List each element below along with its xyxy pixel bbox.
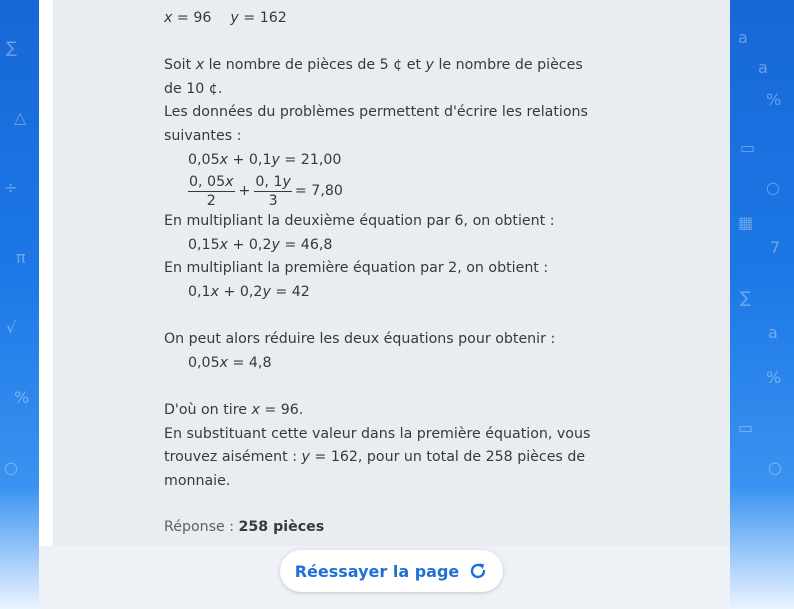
card-edge	[39, 0, 53, 546]
final-answer-value: 258 pièces	[238, 519, 325, 536]
deduce-x: D'où on tire x = 96.	[164, 401, 304, 418]
problem-intro: Soit x le nombre de pièces de 5 ¢ et y le nombre de pièces de 10 ¢.	[164, 57, 583, 97]
step-reduce: On peut alors réduire les deux équations pour obtenir :	[164, 331, 556, 348]
final-answer-label: Réponse :	[164, 519, 239, 536]
relations-intro: Les données du problèmes permettent d'écrire les relations suivantes :	[164, 104, 588, 144]
retry-page-label: Réessayer la page	[294, 561, 460, 581]
step-multiply-second: En multipliant la deuxième équation par 6, on obtient :	[164, 213, 555, 230]
equation-1: 0,05x + 0,1y = 21,00	[188, 151, 342, 168]
equation-4: 0,1x + 0,2y = 42	[188, 283, 310, 300]
fraction-1: $\frac{0, 05x}{2}$	[189, 173, 234, 209]
background-pattern-left: ∑ △ ÷ π √ % ○	[4, 38, 30, 477]
equation-3: 0,15x + 0,2y = 46,8	[188, 236, 333, 253]
solution-content	[164, 7, 604, 540]
step-multiply-first: En multipliant la première équation par 2, on obtient :	[164, 260, 549, 277]
final-answer	[164, 516, 604, 540]
background-pattern-right: a a % ▭ ○ ▦ 7 ∑ a % ▭ ○	[738, 28, 782, 477]
equation-2-fractions: $\frac{0, 05x}{2}$ + $\frac{0, 1y}{3}$ = 7,80	[189, 173, 343, 209]
answer-values-line: x = 96 y = 162	[164, 10, 287, 26]
fraction-2: $\frac{0, 1y}{3}$	[255, 173, 291, 209]
retry-page-button[interactable]	[280, 550, 503, 592]
refresh-icon	[468, 561, 488, 581]
substitute-text: En substituant cette valeur dans la première équation, vous trouvez aisément : y = 162, pour un total de 258 pièces de monnaie.	[164, 425, 591, 489]
equation-5: 0,05x = 4,8	[188, 354, 272, 371]
